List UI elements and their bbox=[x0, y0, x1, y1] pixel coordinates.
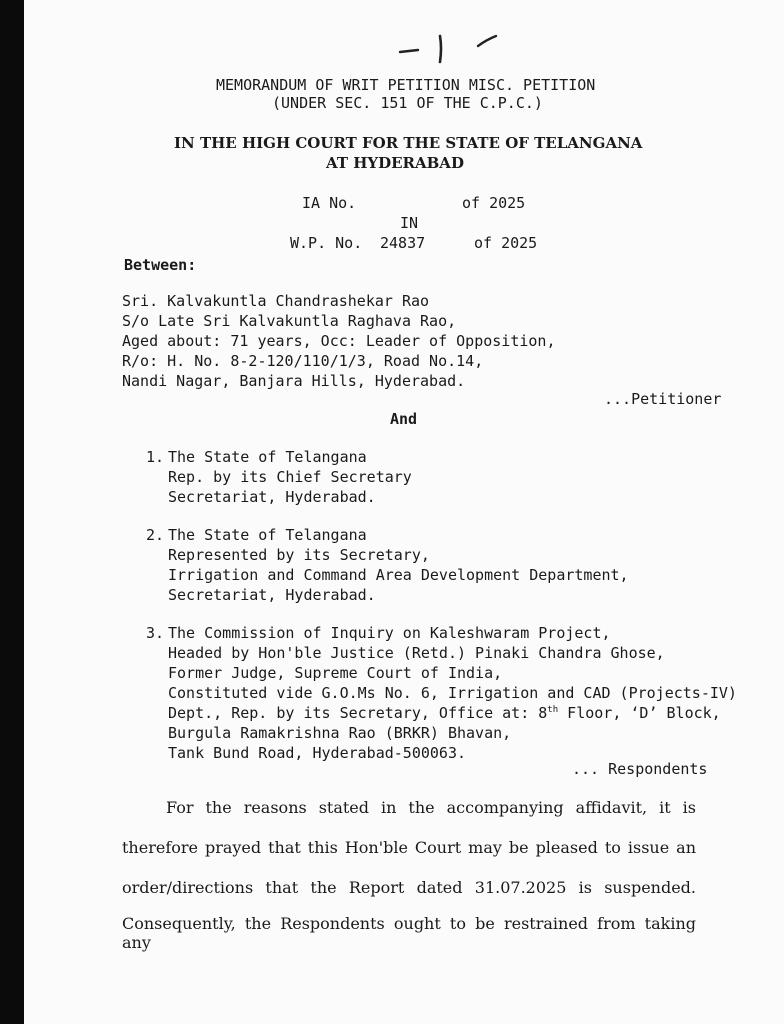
respondent-line: Tank Bund Road, Hyderabad-500063. bbox=[168, 744, 467, 762]
respondent-line-start: Dept., Rep. by its Secretary, Office at: 8 bbox=[168, 704, 548, 722]
respondent-number: 2. bbox=[146, 526, 165, 544]
and-label: And bbox=[390, 410, 418, 428]
prayer-line: Consequently, the Respondents ought to be restrained from taking any bbox=[122, 914, 696, 952]
respondent-number: 1. bbox=[146, 448, 165, 466]
respondent-line-end: Floor, ‘D’ Block, bbox=[558, 704, 721, 722]
respondent-line: Former Judge, Supreme Court of India, bbox=[168, 664, 503, 682]
respondent-line: Headed by Hon'ble Justice (Retd.) Pinaki Chandra Ghose, bbox=[168, 644, 665, 662]
respondent-line: Secretariat, Hyderabad. bbox=[168, 488, 376, 506]
ordinal-suffix: th bbox=[547, 705, 559, 715]
ia-label: IA No. bbox=[302, 194, 357, 212]
prayer-line: order/directions that the Report dated 31.07.2025 is suspended. bbox=[122, 878, 696, 897]
respondent-line: Burgula Ramakrishna Rao (BRKR) Bhavan, bbox=[168, 724, 512, 742]
wp-number: 24837 bbox=[380, 234, 426, 252]
prayer-line: For the reasons stated in the accompanying affidavit, it is bbox=[166, 798, 696, 817]
wp-label: W.P. No. bbox=[290, 234, 363, 252]
respondent-line: The State of Telangana bbox=[168, 526, 367, 544]
respondent-line: Rep. by its Chief Secretary bbox=[168, 468, 412, 486]
memo-title: MEMORANDUM OF WRIT PETITION MISC. PETITION bbox=[216, 76, 596, 94]
petitioner-line: Aged about: 71 years, Occ: Leader of Opposition, bbox=[122, 332, 556, 350]
respondent-line: The Commission of Inquiry on Kaleshwaram Project, bbox=[168, 624, 611, 642]
handwritten-page-mark bbox=[396, 28, 506, 68]
respondent-line: Represented by its Secretary, bbox=[168, 546, 430, 564]
respondent-line bbox=[168, 704, 721, 722]
court-title: IN THE HIGH COURT FOR THE STATE OF TELANGANA bbox=[174, 134, 643, 152]
respondent-line: Secretariat, Hyderabad. bbox=[168, 586, 376, 604]
in-label: IN bbox=[400, 214, 419, 232]
respondent-line: The State of Telangana bbox=[168, 448, 367, 466]
respondent-line: Constituted vide G.O.Ms No. 6, Irrigation and CAD (Projects-IV) bbox=[168, 684, 737, 702]
wp-year: of 2025 bbox=[474, 234, 538, 252]
petitioner-line: Sri. Kalvakuntla Chandrashekar Rao bbox=[122, 292, 430, 310]
memo-subtitle: (UNDER SEC. 151 OF THE C.P.C.) bbox=[272, 94, 543, 112]
between-label: Between: bbox=[124, 256, 197, 274]
petitioner-line: R/o: H. No. 8-2-120/110/1/3, Road No.14, bbox=[122, 352, 484, 370]
respondent-number: 3. bbox=[146, 624, 165, 642]
respondent-line: Irrigation and Command Area Development Department, bbox=[168, 566, 629, 584]
respondents-role: ... Respondents bbox=[572, 760, 708, 778]
scan-edge-shadow bbox=[0, 0, 24, 1024]
court-location: AT HYDERABAD bbox=[326, 154, 464, 172]
ia-year: of 2025 bbox=[462, 194, 526, 212]
petitioner-line: Nandi Nagar, Banjara Hills, Hyderabad. bbox=[122, 372, 466, 390]
prayer-line: therefore prayed that this Hon'ble Court may be pleased to issue an bbox=[122, 838, 696, 857]
petitioner-role: ...Petitioner bbox=[604, 390, 722, 408]
petitioner-line: S/o Late Sri Kalvakuntla Raghava Rao, bbox=[122, 312, 457, 330]
